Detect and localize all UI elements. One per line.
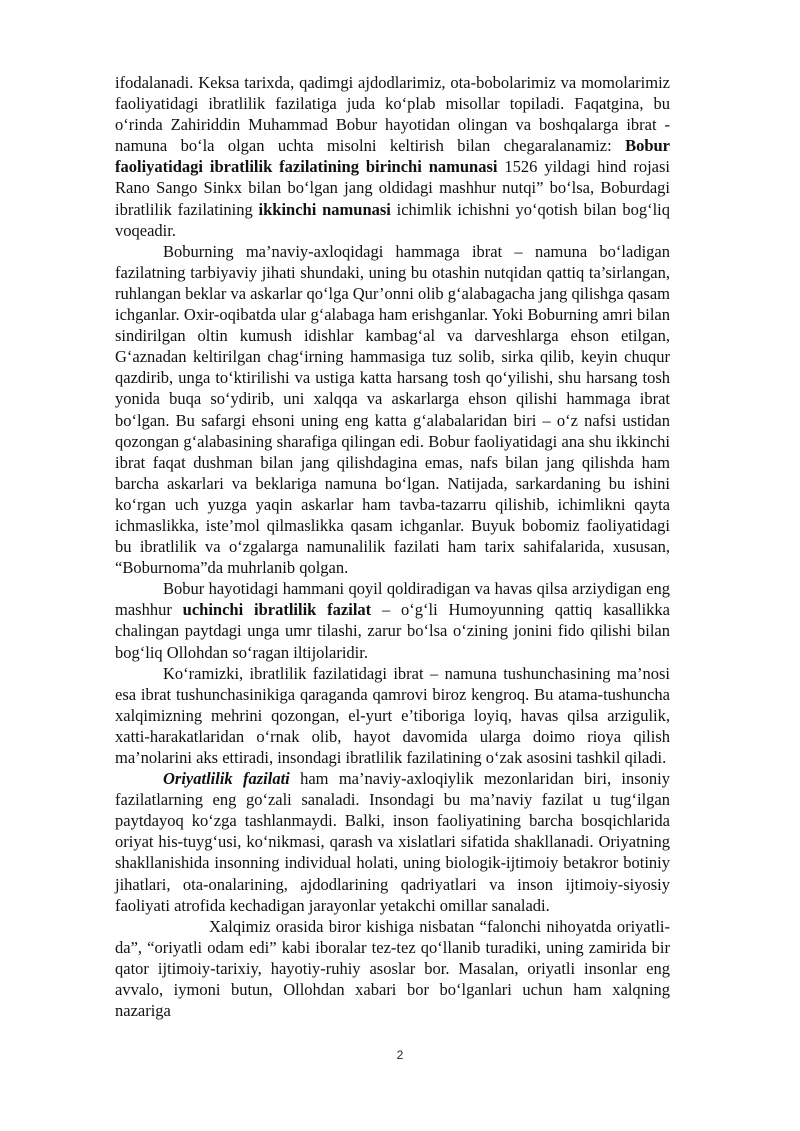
- paragraph-6: [115, 916, 670, 1021]
- body-text: [115, 72, 670, 1021]
- bold-phrase-second-example: ikkinchi namunasi: [258, 199, 391, 219]
- paragraph-text: Bobur hayotidagi hammani qoyil qoldiradigan va havas qilsa arziydigan eng mashhur: [115, 579, 670, 620]
- bold-phrase-first-example: Bobur faoliyatidagi ibratlilik fazilatining birinchi namunasi: [115, 136, 670, 177]
- paragraph-text: ichimlik ichishni yo‘qotish bilan bog‘liq voqeadir.: [115, 199, 671, 240]
- paragraph-5: [115, 768, 670, 916]
- paragraph-4: [115, 663, 670, 768]
- page-number: 2: [396, 1048, 404, 1062]
- paragraph-text: ham ma’naviy-axloqiylik mezonlaridan biri, insoniy fazilatlarning eng go‘zali sanaladi. Insondagi bu ma’naviy fazilat u tug‘ilgan paytdayoq ko‘zga tashlanmaydi. Balki, inson faoliyatining barcha bosqichlarida oriyat his-tuyg‘usi, ko‘nikmasi, qarash va xislatlari sifatida shakllanadi. Oriyatning shakllanishida insonning individual holati, uning biologik-ijtimoiy betakror botiniy jihatlari, ota-onalarining, ajdodlarining qadriyatlari va inson ijtimoiy-siyosiy faoliyati atrofida kechadigan jarayonlar yetakchi omillar sanaladi.: [115, 769, 671, 915]
- paragraph-2: [115, 241, 670, 579]
- bold-phrase-third-example: uchinchi ibratlilik fazilat: [182, 600, 372, 620]
- paragraph-text: Boburning ma’naviy-axloqidagi hammaga ibrat – namuna bo‘ladigan fazilatning tarbiyaviy jihati shundaki, uning bu otashin nutqidan qattiq ta’sirlangan, ruhlangan beklar va askarlar qo‘lga Qur’onni olib g‘alabagacha jang qilishga qasam ichganlar. Oxir-oqibatda ular g‘alabaga ham erishganlar. Yoki Boburning amri bilan sindirilgan oltin kumush idishlar kambag‘al va darveshlarga ehson etilgan, G‘aznadan keltirilgan chag‘irning hammasiga tuz solib, sirka qilib, keyin chuqur qazdirib, unga to‘ktirilishi va ustiga katta harsang tosh qo‘yilishi, shu harsang tosh yonida buqa so‘ydirib, uni xalqqa va askarlarga ehson qilishi hammaga ibrat bo‘lgan. Bu safargi ehsoni uning eng katta g‘alabalaridan biri – o‘z nafsi ustidan qozongan g‘alabasining sharafiga qilingan edi. Bobur faoliyatidagi ana shu ikkinchi ibrat faqat dushman bilan jang qilishdagina emas, nafs bilan jang qilishda ham barcha askarlari va beklariga namuna bo‘lgan. Natijada, sarkardaning bu ishini ko‘rgan uch yuzga yaqin askarlar ham tavba-tazarru qilishib, ichimlikni qayta ichmaslikka, iste’mol qilmaslikka qasam ichganlar. Buyuk bobomiz faoliyatidagi bu ibratlilik va o‘zgalarga namunalilik fazilati ham tarix sahifalarida, xususan, “Boburnoma”da muhrlanib qolgan.: [115, 241, 670, 578]
- paragraph-3: [115, 578, 670, 662]
- bold-italic-term: Oriyatlilik fazilati: [163, 769, 290, 789]
- paragraph-text: Xalqimiz orasida biror kishiga nisbatan “falonchi nihoyatda oriyatli-da”, “oriyatli odam edi” kabi iboralar tez-tez qo‘llanib turadiki, uning zamirida bir qator ijtimoiy-tarixiy, hayotiy-ruhiy asoslar bor. Masalan, oriyatli insonlar eng avvalo, iymoni butun, Ollohdan xabari bor bo‘lganlari uchun ham xalqning nazariga: [115, 916, 670, 1021]
- paragraph-text: 1526 yildagi hind rojasi Rano Sango Sinkx bilan bo‘lgan jang oldidagi mashhur nutqi” bo‘lsa, Boburdagi ibratlilik fazilatining: [115, 157, 670, 219]
- paragraph-text: ifodalanadi. Keksa tarixda, qadimgi ajdodlarimiz, ota-bobolarimiz va momolarimiz faoliyatidagi ibratlilik fazilatiga juda ko‘plab misollar topiladi. Faqatgina, bu o‘rinda Zahiriddin Muhammad Bobur hayotidan olingan va boshqalarga ibrat - namuna bo‘la olgan uchta misolni keltirish bilan chegaralanamiz:: [115, 73, 670, 156]
- paragraph-text: Ko‘ramizki, ibratlilik fazilatidagi ibrat – namuna tushunchasining ma’nosi esa ibrat tushunchasinikiga qaraganda qamrovi biroz kengroq. Bu atama-tushuncha xalqimizning mehrini qozongan, el-yurt e’tiboriga loyiq, havas qilsa arzigulik, xatti-harakatlaridan o‘rnak olib, hayot davomida ularga doimo rioya qilish ma’nolarini aks ettiradi, insondagi ibratlilik fazilatining o‘zak asosini tashkil qiladi.: [115, 663, 670, 767]
- paragraph-1: [115, 72, 670, 241]
- paragraph-text: – o‘g‘li Humoyunning qattiq kasallikka chalingan paytdagi unga umr tilashi, zarur bo‘lsa o‘zining jonini fido qilishi bilan bog‘liq Ollohdan so‘ragan iltijolaridir.: [115, 600, 670, 662]
